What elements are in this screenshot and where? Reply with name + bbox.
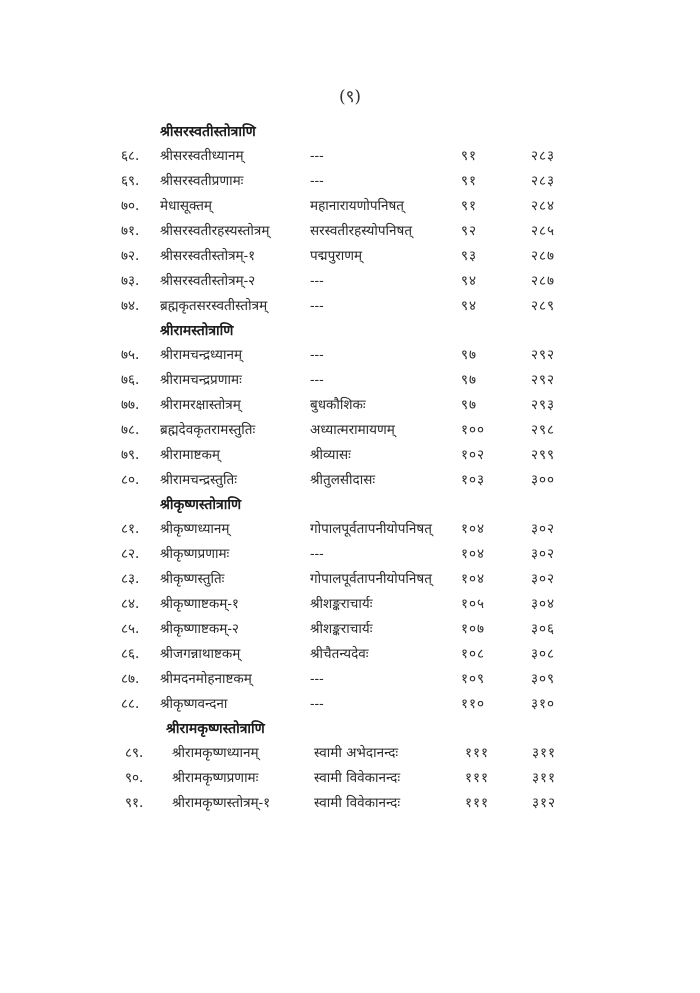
entry-page-translation: ३०२ — [531, 521, 556, 537]
entry-number: ६८. — [121, 148, 140, 164]
entry-page-translation: ३०० — [531, 472, 556, 488]
entry-source: --- — [310, 696, 324, 712]
entry-title: मेधासूक्तम् — [160, 198, 213, 214]
entry-title: श्रीसरस्वतीस्तोत्रम्-२ — [160, 273, 256, 289]
toc-row — [0, 617, 700, 642]
entry-number: ७५. — [121, 347, 140, 363]
entry-page-translation: ३१० — [531, 696, 556, 712]
entry-source: --- — [310, 372, 324, 388]
entry-number: ८३. — [121, 571, 140, 587]
entry-title: ब्रह्मदेवकृतरामस्तुतिः — [160, 422, 256, 438]
entry-page-translation: २९२ — [531, 372, 556, 388]
entry-page: १११ — [465, 745, 490, 761]
toc-row — [0, 169, 700, 194]
entry-source: गोपालपूर्वतापनीयोपनिषत् — [310, 521, 432, 537]
entry-number: ८९. — [125, 745, 144, 761]
entry-page: ९१ — [461, 148, 478, 164]
entry-page-translation: ३०८ — [531, 646, 556, 662]
entry-page: १०५ — [461, 596, 486, 612]
entry-page: १११ — [465, 795, 490, 811]
toc-row — [0, 642, 700, 667]
entry-page-translation: ३०६ — [531, 621, 556, 637]
entry-source: गोपालपूर्वतापनीयोपनिषत् — [310, 571, 432, 587]
toc-row — [0, 219, 700, 244]
entry-number: ७९. — [121, 447, 140, 463]
toc-row — [0, 343, 700, 368]
entry-page: ९१ — [461, 198, 478, 214]
entry-page-translation: ३०२ — [531, 546, 556, 562]
entry-source: श्रीशङ्कराचार्यः — [310, 596, 373, 612]
toc-row — [0, 592, 700, 617]
entry-page-translation: ३०२ — [531, 571, 556, 587]
toc-row — [0, 468, 700, 493]
entry-source: श्रीचैतन्यदेवः — [310, 646, 369, 662]
toc-row — [0, 269, 700, 294]
toc-row — [0, 418, 700, 443]
entry-title: श्रीजगन्नाथाष्टकम् — [160, 646, 241, 662]
entry-page: १०३ — [461, 472, 486, 488]
entry-number: ७०. — [121, 198, 140, 214]
entry-source: --- — [310, 173, 324, 189]
entry-number: ८७. — [121, 671, 140, 687]
entry-title: श्रीरामकृष्णस्तोत्रम्-१ — [172, 795, 271, 811]
entry-page: १०७ — [461, 621, 486, 637]
entry-source: स्वामी विवेकानन्दः — [314, 795, 401, 811]
entry-page: १०४ — [461, 521, 486, 537]
entry-page-translation: २८५ — [531, 223, 556, 239]
entry-page: १११ — [465, 770, 490, 786]
toc-row — [0, 692, 700, 717]
entry-title: श्रीरामकृष्णप्रणामः — [172, 770, 259, 786]
entry-title: श्रीरामकृष्णध्यानम् — [172, 745, 259, 761]
entry-page: ११० — [461, 696, 486, 712]
section-heading: श्रीरामस्तोत्राणि — [160, 323, 234, 339]
entry-number: ८५. — [121, 621, 140, 637]
toc-row — [0, 791, 700, 816]
entry-number: ७७. — [121, 397, 140, 413]
entry-page: १०९ — [461, 671, 486, 687]
toc-row — [0, 393, 700, 418]
entry-title: श्रीकृष्णस्तुतिः — [160, 571, 225, 587]
entry-source: --- — [310, 298, 324, 314]
toc-row — [0, 294, 700, 319]
page-number: (९) — [338, 87, 362, 107]
toc-row — [0, 443, 700, 468]
entry-page-translation: २८७ — [531, 248, 556, 264]
entry-page: ९४ — [461, 273, 478, 289]
entry-page-translation: ३१२ — [532, 795, 557, 811]
entry-title: श्रीसरस्वतीध्यानम् — [160, 148, 244, 164]
toc-row — [0, 244, 700, 269]
entry-page-translation: ३११ — [532, 770, 557, 786]
entry-page: ९२ — [461, 223, 478, 239]
entry-number: ७१. — [121, 223, 140, 239]
entry-title: श्रीसरस्वतीस्तोत्रम्-१ — [160, 248, 256, 264]
entry-title: श्रीकृष्णप्रणामः — [160, 546, 230, 562]
section-heading: श्रीकृष्णस्तोत्राणि — [160, 497, 242, 513]
entry-source: --- — [310, 347, 324, 363]
entry-title: श्रीकृष्णाष्टकम्-१ — [160, 596, 239, 612]
toc-row — [0, 741, 700, 766]
entry-page-translation: २९८ — [531, 422, 556, 438]
table-of-contents — [0, 120, 700, 816]
entry-number: ९१. — [125, 795, 144, 811]
entry-page-translation: ३०४ — [531, 596, 556, 612]
entry-title: श्रीकृष्णवन्दना — [160, 696, 228, 712]
entry-page-translation: २८९ — [531, 298, 556, 314]
entry-number: ६९. — [121, 173, 140, 189]
entry-source: महानारायणोपनिषत् — [310, 198, 404, 214]
entry-page: १०२ — [461, 447, 486, 463]
entry-page: ९७ — [461, 372, 478, 388]
entry-title: ब्रह्मकृतसरस्वतीस्तोत्रम् — [160, 298, 268, 314]
section-heading: श्रीसरस्वतीस्तोत्राणि — [160, 124, 256, 140]
entry-title: श्रीरामचन्द्रप्रणामः — [160, 372, 242, 388]
entry-title: श्रीमदनमोहनाष्टकम् — [160, 671, 252, 687]
entry-page: १०० — [461, 422, 486, 438]
entry-source: श्रीतुलसीदासः — [310, 472, 376, 488]
entry-title: श्रीकृष्णध्यानम् — [160, 521, 230, 537]
entry-page-translation: ३०९ — [531, 671, 556, 687]
entry-number: ७२. — [121, 248, 140, 264]
entry-source: --- — [310, 273, 324, 289]
entry-source: --- — [310, 148, 324, 164]
entry-page-translation: २८३ — [531, 148, 556, 164]
entry-source: पद्मपुराणम् — [310, 248, 363, 264]
entry-page-translation: ३११ — [532, 745, 557, 761]
entry-page: ९७ — [461, 347, 478, 363]
entry-page: ९४ — [461, 298, 478, 314]
entry-number: ७४. — [121, 298, 140, 314]
entry-number: ८८. — [121, 696, 140, 712]
entry-source: अध्यात्मरामायणम् — [310, 422, 395, 438]
entry-title: श्रीरामरक्षास्तोत्रम् — [160, 397, 241, 413]
entry-page: १०४ — [461, 546, 486, 562]
entry-page-translation: २९९ — [531, 447, 556, 463]
entry-page-translation: २९३ — [531, 397, 556, 413]
toc-row — [0, 368, 700, 393]
toc-row — [0, 144, 700, 169]
entry-title: श्रीसरस्वतीप्रणामः — [160, 173, 244, 189]
entry-title: श्रीकृष्णाष्टकम्-२ — [160, 621, 239, 637]
entry-source: स्वामी विवेकानन्दः — [314, 770, 401, 786]
entry-page-translation: २९२ — [531, 347, 556, 363]
entry-page-translation: २८३ — [531, 173, 556, 189]
toc-row — [0, 567, 700, 592]
entry-title: श्रीरामाष्टकम् — [160, 447, 220, 463]
section-heading: श्रीरामकृष्णस्तोत्राणि — [166, 721, 265, 737]
entry-number: ८०. — [121, 472, 140, 488]
entry-number: ७६. — [121, 372, 140, 388]
entry-title: श्रीरामचन्द्रस्तुतिः — [160, 472, 237, 488]
entry-number: ९०. — [125, 770, 144, 786]
entry-page: ९७ — [461, 397, 478, 413]
toc-row — [0, 542, 700, 567]
toc-row — [0, 517, 700, 542]
entry-source: सरस्वतीरहस्योपनिषत् — [310, 223, 413, 239]
entry-page: १०८ — [461, 646, 486, 662]
entry-page-translation: २८४ — [531, 198, 556, 214]
entry-page: १०४ — [461, 571, 486, 587]
toc-row — [0, 766, 700, 791]
entry-source: श्रीशङ्कराचार्यः — [310, 621, 373, 637]
entry-source: स्वामी अभेदानन्दः — [314, 745, 399, 761]
entry-page-translation: २८७ — [531, 273, 556, 289]
entry-number: ८२. — [121, 546, 140, 562]
entry-source: बुधकौशिकः — [310, 397, 366, 413]
entry-number: ७८. — [121, 422, 140, 438]
entry-number: ८४. — [121, 596, 140, 612]
entry-page: ९३ — [461, 248, 478, 264]
toc-row — [0, 194, 700, 219]
entry-title: श्रीरामचन्द्रध्यानम् — [160, 347, 243, 363]
toc-row — [0, 667, 700, 692]
entry-page: ९१ — [461, 173, 478, 189]
entry-source: श्रीव्यासः — [310, 447, 351, 463]
entry-number: ७३. — [121, 273, 140, 289]
entry-number: ८१. — [121, 521, 140, 537]
entry-source: --- — [310, 546, 324, 562]
entry-number: ८६. — [121, 646, 140, 662]
entry-source: --- — [310, 671, 324, 687]
entry-title: श्रीसरस्वतीरहस्यस्तोत्रम् — [160, 223, 270, 239]
